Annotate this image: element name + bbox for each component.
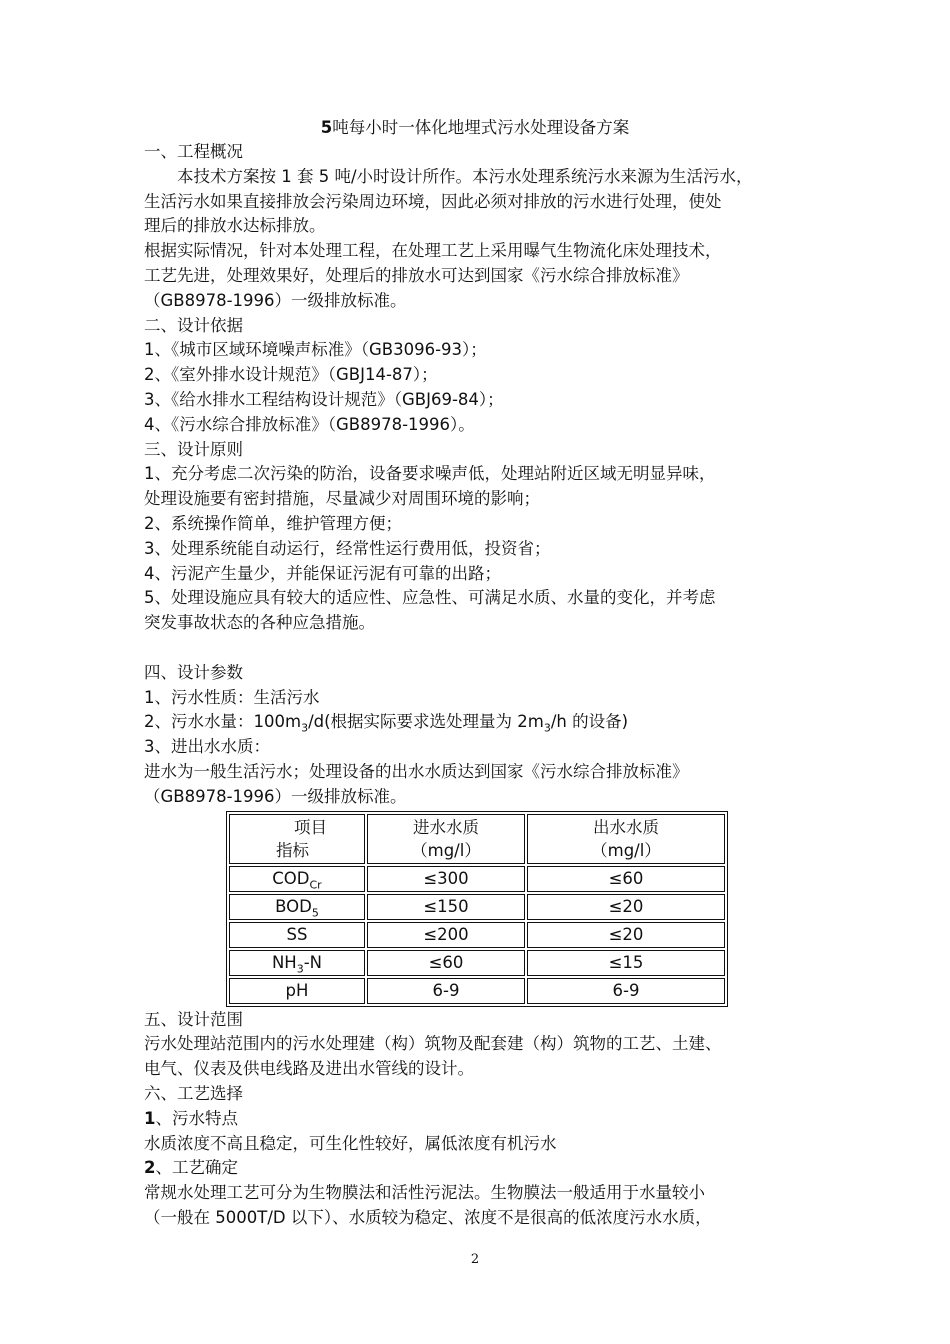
row-inflow: ≤200 (367, 922, 525, 948)
row-outflow: ≤20 (527, 922, 725, 948)
row-indicator (229, 866, 365, 892)
indicator-name: BOD (275, 896, 312, 916)
paragraph-line: 根据实际情况，针对本处理工程，在处理工艺上采用曝气生物流化床处理技术， (144, 241, 722, 261)
header-outflow (527, 814, 725, 864)
row-inflow: ≤300 (367, 866, 525, 892)
row-inflow: ≤60 (367, 950, 525, 976)
row-inflow: ≤150 (367, 894, 525, 920)
indicator-tail: -N (303, 952, 323, 972)
indicator-name: NH (271, 952, 297, 972)
row-indicator (229, 978, 365, 1004)
section-3-heading: 三、设计原则 (144, 439, 243, 459)
indicator-sub: 5 (311, 905, 319, 919)
water-quality-table (226, 811, 728, 1007)
header-inflow-unit: （mg/l） (411, 840, 481, 860)
list-item: 2、《室外排水设计规范》（GBJ14-87）； (144, 365, 438, 385)
table-row (229, 894, 725, 920)
list-item: 5、处理设施应具有较大的适应性、应急性、可满足水质、水量的变化，并考虑 (144, 588, 716, 608)
blank-line (144, 636, 816, 661)
list-item (144, 710, 816, 735)
title-number: 5 (320, 118, 333, 137)
paragraph-line: （一般在 5000T/D 以下）、水质较为稳定、浓度不是很高的低浓度污水水质， (144, 1207, 712, 1227)
subheading-text: 、污水特点 (155, 1108, 238, 1128)
title-text: 吨每小时一体化地埋式污水处理设备方案 (332, 118, 630, 137)
flow-text-a: 2、污水水量：100m (144, 712, 302, 732)
list-item: 4、《污水综合排放标准》（GB8978-1996）。 (144, 414, 475, 434)
header-inflow-label: 进水水质 (413, 817, 479, 837)
section-4-heading: 四、设计参数 (144, 662, 243, 682)
flow-text-b: /d(根据实际要求选处理量为 2m (308, 712, 544, 732)
list-item: 2、系统操作简单，维护管理方便； (144, 513, 402, 533)
subheading-number: 1 (144, 1108, 156, 1128)
indicator-name: pH (285, 980, 309, 1000)
row-indicator (229, 894, 365, 920)
paragraph-line: 污水处理站范围内的污水处理建（构）筑物及配套建（构）筑物的工艺、土建、 (144, 1034, 722, 1054)
indicator-sub: 3 (296, 961, 304, 975)
list-item: 3、处理系统能自动运行，经常性运行费用低，投资省； (144, 538, 551, 558)
list-item: 1、充分考虑二次污染的防治，设备要求噪声低，处理站附近区域无明显异味， (144, 464, 716, 484)
section-5-heading: 五、设计范围 (144, 1009, 243, 1029)
paragraph-line: 常规水处理工艺可分为生物膜法和活性污泥法。生物膜法一般适用于水量较小 (144, 1183, 705, 1203)
subheading (144, 1156, 816, 1181)
document-body (144, 140, 816, 1231)
table-header-row (229, 814, 725, 864)
flow-unit-sub: 3 (301, 721, 309, 735)
row-indicator (229, 950, 365, 976)
table-row (229, 866, 725, 892)
row-outflow: ≤20 (527, 894, 725, 920)
table-row (229, 950, 725, 976)
row-inflow: 6-9 (367, 978, 525, 1004)
header-item-label: 项目 (294, 817, 327, 837)
flow-unit-sub: 3 (543, 721, 551, 735)
header-inflow (367, 814, 525, 864)
list-item: 处理设施要有密封措施，尽量减少对周围环境的影响； (144, 489, 540, 509)
indicator-name: SS (286, 924, 308, 944)
document-title (0, 116, 950, 140)
list-item: 4、污泥产生量少，并能保证污泥有可靠的出路； (144, 563, 501, 583)
list-item: 1、污水性质：生活污水 (144, 687, 320, 707)
section-1-heading: 一、工程概况 (144, 142, 243, 161)
water-quality-table-wrapper (226, 811, 816, 1007)
indicator-name: COD (272, 868, 310, 888)
paragraph-line: 本技术方案按 1 套 5 吨/小时设计所作。本污水处理系统污水来源为生活污水， (177, 166, 753, 186)
page-number: 2 (470, 1252, 480, 1267)
list-item: 突发事故状态的各种应急措施。 (144, 613, 375, 633)
paragraph-line: 水质浓度不高且稳定，可生化性较好，属低浓度有机污水 (144, 1133, 557, 1153)
section-2-heading: 二、设计依据 (144, 315, 243, 335)
table-row (229, 922, 725, 948)
list-item: 3、《给水排水工程结构设计规范》（GBJ69-84）； (144, 389, 504, 409)
table-row (229, 978, 725, 1004)
paragraph-line: （GB8978-1996）一级排放标准。 (144, 786, 407, 806)
paragraph-line: 进水为一般生活污水；处理设备的出水水质达到国家《污水综合排放标准》 (144, 761, 689, 781)
list-item: 1、《城市区域环境噪声标准》（GB3096-93）； (144, 340, 487, 360)
section-6-heading: 六、工艺选择 (144, 1083, 243, 1103)
row-outflow: ≤60 (527, 866, 725, 892)
paragraph-line: 电气、仪表及供电线路及进出水管线的设计。 (144, 1059, 474, 1079)
header-outflow-label: 出水水质 (593, 817, 659, 837)
subheading (144, 1107, 816, 1132)
header-indicator-label: 指标 (276, 840, 309, 860)
row-outflow: ≤15 (527, 950, 725, 976)
paragraph-line: （GB8978-1996）一级排放标准。 (144, 290, 407, 310)
subheading-text: 、工艺确定 (155, 1158, 238, 1178)
list-item: 3、进出水水质： (144, 737, 270, 757)
paragraph-line: 工艺先进，处理效果好，处理后的排放水可达到国家《污水综合排放标准》 (144, 265, 689, 285)
row-indicator (229, 922, 365, 948)
header-item-indicator (229, 814, 365, 864)
paragraph-line: 生活污水如果直接排放会污染周边环境，因此必须对排放的污水进行处理，使处 (144, 191, 722, 211)
subheading-number: 2 (144, 1158, 156, 1178)
flow-text-c: /h 的设备) (550, 712, 629, 732)
row-outflow: 6-9 (527, 978, 725, 1004)
indicator-sub: Cr (309, 877, 322, 891)
paragraph-line: 理后的排放水达标排放。 (144, 216, 326, 236)
header-outflow-unit: （mg/l） (591, 840, 661, 860)
